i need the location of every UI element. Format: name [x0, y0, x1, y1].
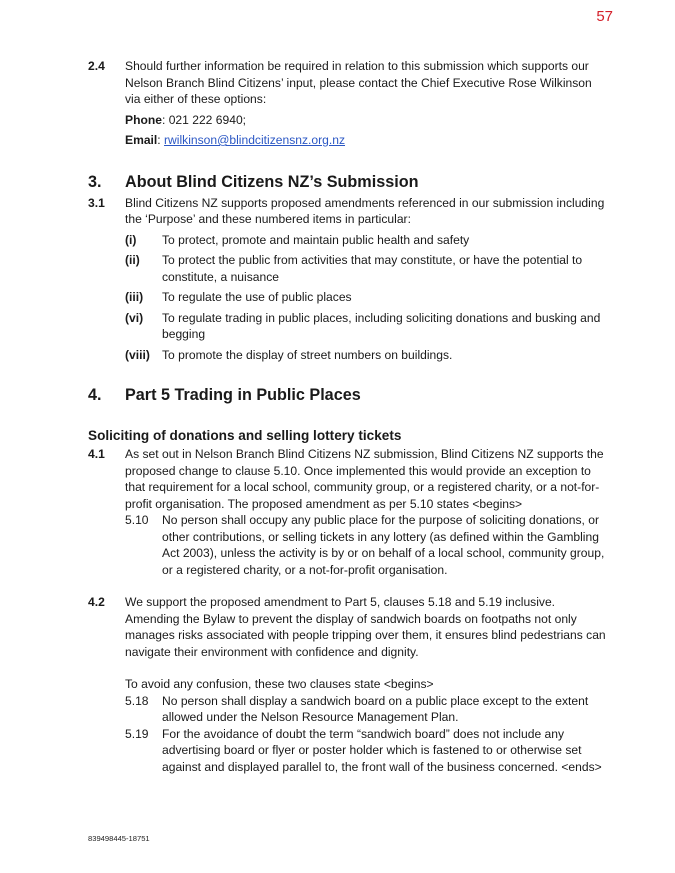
paragraph-text: To avoid any confusion, these two clauses state <begins>	[125, 677, 434, 691]
section-title: About Blind Citizens NZ’s Submission	[125, 172, 419, 191]
paragraph-4-2	[88, 594, 608, 660]
item-numeral: (vi)	[125, 310, 144, 325]
clause-number: 5.10	[125, 513, 149, 527]
item-text: To protect, promote and maintain public health and safety	[162, 232, 470, 247]
clause-5-10	[125, 512, 608, 578]
email-separator: :	[157, 133, 165, 147]
paragraph-number: 4.2	[88, 595, 105, 609]
item-numeral: (i)	[125, 232, 137, 247]
clause-text: For the avoidance of doubt the term “sandwich board” does not include any advertising board or flyer or poster holder which is fastened to or otherwise set against and displayed parallel to, the front wall of the business concerned. <ends>	[162, 726, 602, 774]
paragraph-number: 3.1	[88, 195, 105, 210]
list-item	[125, 289, 608, 306]
document-id-footer: 839498445-18751	[88, 834, 150, 843]
paragraph-4-1	[88, 446, 608, 512]
paragraph-number: 4.1	[88, 447, 105, 461]
list-item	[125, 252, 608, 285]
paragraph-2-4	[88, 58, 608, 108]
paragraph-4-2-continued	[88, 676, 608, 693]
item-text: To regulate the use of public places	[162, 290, 352, 304]
section-3-heading	[88, 172, 608, 192]
list-item	[125, 347, 608, 364]
email-link[interactable]: rwilkinson@blindcitizensnz.org.nz	[164, 133, 346, 147]
clause-text: No person shall occupy any public place for the purpose of soliciting donations, or other contributions, or selling tickets in any lottery (as defined within the Gambling Act 2003), unless the activity is by or on behalf of a local school, community group, or a registered charity, or a not-for-profit organisation.	[162, 513, 605, 577]
item-text: To protect the public from activities that may constitute, or have the potential to constitute, a nuisance	[162, 253, 583, 284]
list-item	[125, 310, 608, 343]
subheading: Soliciting of donations and selling lottery tickets	[88, 428, 402, 443]
item-numeral: (viii)	[125, 347, 150, 362]
clause-number: 5.19	[125, 726, 149, 741]
paragraph-text: Should further information be required in relation to this submission which supports our Nelson Branch Blind Citizens’ input, please contact the Chief Executive Rose Wilkinson via either of these options:	[125, 59, 592, 106]
section-title: Part 5 Trading in Public Places	[125, 386, 361, 404]
paragraph-text: We support the proposed amendment to Part 5, clauses 5.18 and 5.19 inclusive. Amending the Bylaw to prevent the display of sandwich boards on footpaths not only manages risks associated with people tripping over them, it ensures blind pedestrians can navigate their environment with confidence and dignity.	[125, 595, 606, 659]
clause-5-19	[125, 726, 608, 776]
clause-5-18	[125, 693, 608, 726]
item-numeral: (iii)	[125, 290, 144, 304]
phone-value: : 021 222 6940;	[161, 112, 247, 127]
page-number: 57	[596, 8, 613, 25]
email-line	[125, 132, 608, 149]
paragraph-text: Blind Citizens NZ supports proposed amendments referenced in our submission including the ‘Purpose’ and these numbered items in particular:	[125, 195, 605, 226]
section-number: 4.	[88, 386, 102, 404]
paragraph-text: As set out in Nelson Branch Blind Citizens NZ submission, Blind Citizens NZ supports the proposed change to clause 5.10. Once implemented this would provide an exception to that requirement for a local school, community group, or a registered charity, or a not-for-profit organisation. The proposed amendment as per 5.10 states <begins>	[125, 447, 604, 511]
document-body	[88, 58, 608, 775]
item-text: To promote the display of street numbers on buildings.	[162, 347, 453, 362]
item-text: To regulate trading in public places, including soliciting donations and busking and begging	[162, 310, 601, 341]
item-numeral: (ii)	[125, 253, 140, 267]
clause-number: 5.18	[125, 693, 149, 708]
section-number: 3.	[88, 172, 102, 191]
phone-label: Phone	[125, 112, 162, 127]
clause-text: No person shall display a sandwich board on a public place except to the extent allowed under the Nelson Resource Management Plan.	[162, 693, 589, 724]
section-4-heading	[88, 385, 608, 405]
email-label: Email	[125, 133, 158, 147]
phone-line	[125, 112, 608, 129]
paragraph-number: 2.4	[88, 59, 105, 73]
paragraph-3-1	[88, 195, 608, 228]
list-item	[125, 232, 608, 249]
